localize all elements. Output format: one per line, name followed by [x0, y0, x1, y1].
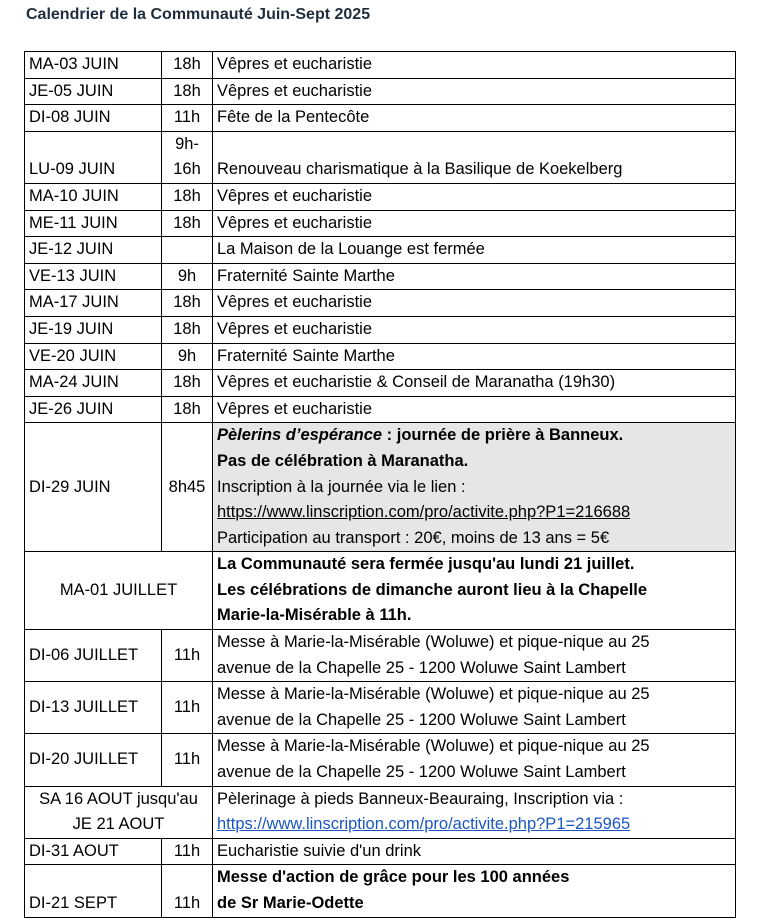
description-line: avenue de la Chapelle 25 - 1200 Woluwe Saint Lambert	[217, 710, 626, 729]
description-line	[217, 423, 731, 449]
description-cell	[213, 734, 736, 786]
time-cell: 11h	[162, 682, 213, 734]
table-row	[25, 370, 736, 397]
description-cell: Vêpres et eucharistie	[213, 183, 736, 210]
description-cell: Eucharistie suivie d'un drink	[213, 838, 736, 865]
description-line: Marie-la-Misérable à 11h.	[217, 606, 412, 625]
date-cell: VE-20 JUIN	[25, 343, 162, 370]
table-row	[25, 210, 736, 237]
page-title: Calendrier de la Communauté Juin-Sept 2025	[26, 6, 371, 23]
time-cell: 9h	[162, 263, 213, 290]
date-cell: JE-19 JUIN	[25, 316, 162, 343]
description-line: Pas de célébration à Maranatha.	[217, 451, 469, 470]
date-cell: MA-01 JUILLET	[25, 552, 213, 630]
description-cell	[213, 423, 736, 552]
description-line: Messe d'action de grâce pour les 100 années	[217, 868, 570, 887]
table-row	[25, 263, 736, 290]
description-cell: Fête de la Pentecôte	[213, 105, 736, 132]
time-cell: 11h	[162, 105, 213, 132]
time-cell: 11h	[162, 734, 213, 786]
registration-link[interactable]: https://www.linscription.com/pro/activite.php?P1=215965	[217, 815, 631, 834]
description-cell	[213, 630, 736, 682]
table-row	[25, 838, 736, 865]
table-row	[25, 78, 736, 105]
table-row	[25, 552, 736, 630]
description-cell: Renouveau charismatique à la Basilique de Koekelberg	[213, 131, 736, 183]
table-row	[25, 316, 736, 343]
date-cell: DI-29 JUIN	[25, 423, 162, 552]
table-row	[25, 237, 736, 264]
table-row	[25, 865, 736, 917]
time-cell: 8h45	[162, 423, 213, 552]
date-cell: DI-06 JUILLET	[25, 630, 162, 682]
time-cell: 18h	[162, 52, 213, 79]
registration-link[interactable]: https://www.linscription.com/pro/activite.php?P1=216688	[217, 503, 631, 522]
time-cell: 9h	[162, 343, 213, 370]
description-line: Messe à Marie-la-Misérable (Woluwe) et pique-nique au 25	[217, 737, 650, 756]
table-row	[25, 290, 736, 317]
table-row	[25, 786, 736, 838]
table-row	[25, 630, 736, 682]
time-cell: 11h	[162, 838, 213, 865]
time-cell: 18h	[162, 370, 213, 397]
table-row	[25, 734, 736, 786]
date-line: SA 16 AOUT jusqu'au	[39, 789, 198, 808]
description-cell	[213, 682, 736, 734]
time-line: 16h	[173, 160, 201, 179]
date-line: JE 21 AOUT	[72, 815, 165, 834]
table-row	[25, 183, 736, 210]
time-cell: 18h	[162, 210, 213, 237]
description-cell: Fraternité Sainte Marthe	[213, 343, 736, 370]
date-cell: VE-13 JUIN	[25, 263, 162, 290]
description-cell	[213, 552, 736, 630]
date-cell: JE-26 JUIN	[25, 396, 162, 423]
description-line: Les célébrations de dimanche auront lieu à la Chapelle	[217, 580, 648, 599]
description-line: avenue de la Chapelle 25 - 1200 Woluwe Saint Lambert	[217, 658, 626, 677]
table-row	[25, 131, 736, 183]
description-cell: La Maison de la Louange est fermée	[213, 237, 736, 264]
description-line: Inscription à la journée via le lien :	[217, 477, 466, 496]
description-cell: Vêpres et eucharistie	[213, 290, 736, 317]
time-cell: 18h	[162, 396, 213, 423]
description-line: La Communauté sera fermée jusqu'au lundi 21 juillet.	[217, 555, 635, 574]
time-line: 9h-	[175, 134, 199, 153]
date-cell: DI-13 JUILLET	[25, 682, 162, 734]
date-cell	[25, 786, 213, 838]
description-line: Messe à Marie-la-Misérable (Woluwe) et pique-nique au 25	[217, 633, 650, 652]
date-cell: MA-24 JUIN	[25, 370, 162, 397]
description-line: Participation au transport : 20€, moins de 13 ans = 5€	[217, 528, 610, 547]
time-cell: 18h	[162, 316, 213, 343]
date-cell: JE-05 JUIN	[25, 78, 162, 105]
description-line: avenue de la Chapelle 25 - 1200 Woluwe Saint Lambert	[217, 763, 626, 782]
description-cell	[213, 786, 736, 838]
time-cell	[162, 237, 213, 264]
time-cell: 18h	[162, 183, 213, 210]
description-cell: Vêpres et eucharistie & Conseil de Maranatha (19h30)	[213, 370, 736, 397]
table-row	[25, 105, 736, 132]
description-cell: Vêpres et eucharistie	[213, 78, 736, 105]
date-cell: DI-21 SEPT	[25, 865, 162, 917]
date-cell: LU-09 JUIN	[25, 131, 162, 183]
table-row	[25, 396, 736, 423]
date-cell: ME-11 JUIN	[25, 210, 162, 237]
date-cell: JE-12 JUIN	[25, 237, 162, 264]
description-cell	[213, 865, 736, 917]
date-cell: DI-31 AOUT	[25, 838, 162, 865]
time-cell: 11h	[162, 630, 213, 682]
date-cell: MA-17 JUIN	[25, 290, 162, 317]
time-cell	[162, 131, 213, 183]
table-row	[25, 682, 736, 734]
date-cell: MA-10 JUIN	[25, 183, 162, 210]
description-cell: Vêpres et eucharistie	[213, 210, 736, 237]
description-line: de Sr Marie-Odette	[217, 894, 364, 912]
table-row-highlighted	[25, 423, 736, 552]
description-cell: Fraternité Sainte Marthe	[213, 263, 736, 290]
date-cell: MA-03 JUIN	[25, 52, 162, 79]
event-detail: : journée de prière à Banneux.	[382, 426, 624, 445]
event-name: Pèlerins d’espérance	[217, 426, 383, 445]
date-cell: DI-20 JUILLET	[25, 734, 162, 786]
time-cell: 18h	[162, 290, 213, 317]
table-row	[25, 52, 736, 79]
calendar-table	[24, 51, 736, 918]
description-cell: Vêpres et eucharistie	[213, 52, 736, 79]
description-line: Pèlerinage à pieds Banneux-Beauraing, Inscription via :	[217, 789, 624, 808]
description-cell: Vêpres et eucharistie	[213, 396, 736, 423]
description-line: Messe à Marie-la-Misérable (Woluwe) et pique-nique au 25	[217, 685, 650, 704]
time-cell: 11h	[162, 865, 213, 917]
date-cell: DI-08 JUIN	[25, 105, 162, 132]
time-cell: 18h	[162, 78, 213, 105]
table-row	[25, 343, 736, 370]
description-cell: Vêpres et eucharistie	[213, 316, 736, 343]
